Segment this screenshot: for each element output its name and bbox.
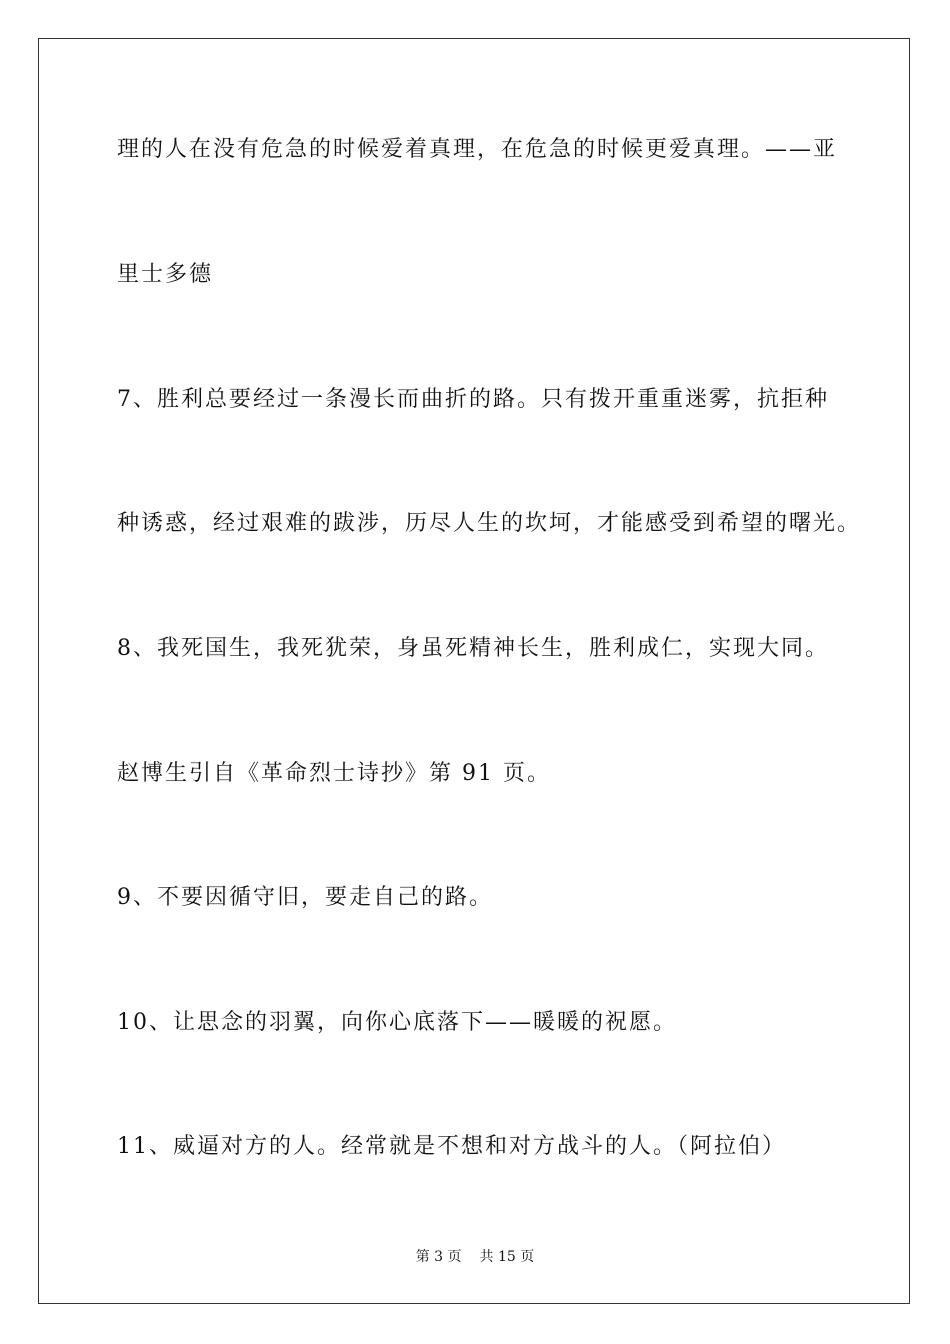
total-pages-label: 共 15 页 <box>479 1249 535 1265</box>
text-line-1: 理的人在没有危急的时候爱着真理，在危急的时候更爱真理。——亚 <box>117 137 838 162</box>
text-line-5: 8、我死国生，我死犹荣，身虽死精神长生，胜利成仁，实现大同。 <box>117 636 829 661</box>
text-line-8: 10、让思念的羽翼，向你心底落下——暖暖的祝愿。 <box>117 1010 677 1035</box>
current-page-label: 第 3 页 <box>415 1249 462 1265</box>
page-footer <box>0 1248 950 1266</box>
text-line-9: 11、威逼对方的人。经常就是不想和对方战斗的人。（阿拉伯） <box>117 1134 786 1159</box>
text-line-4: 种诱惑，经过艰难的跋涉，历尽人生的坎坷，才能感受到希望的曙光。 <box>117 511 862 536</box>
text-line-2: 里士多德 <box>117 262 214 287</box>
text-line-3: 7、胜利总要经过一条漫长而曲折的路。只有拨开重重迷雾，抗拒种 <box>117 387 829 412</box>
text-line-6: 赵博生引自《革命烈士诗抄》第 91 页。 <box>117 761 551 786</box>
text-line-7: 9、不要因循守旧，要走自己的路。 <box>117 885 493 910</box>
page-border <box>38 38 910 1304</box>
